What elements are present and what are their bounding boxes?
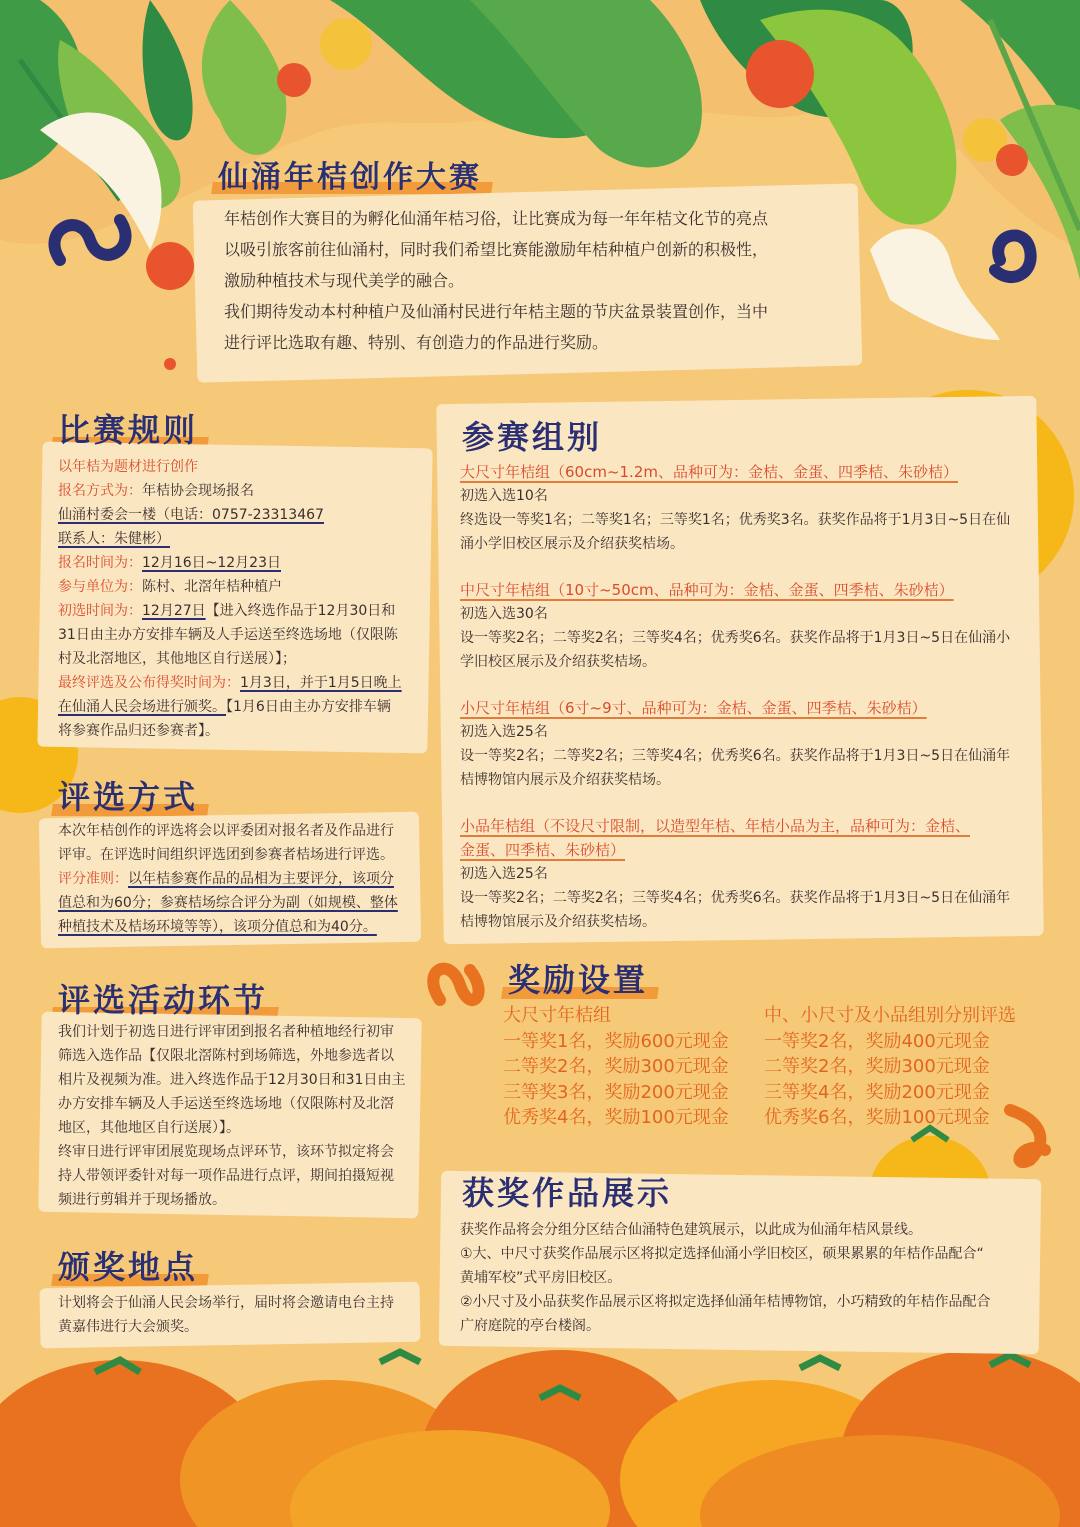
group-item-large: 大尺寸年桔组（60cm~1.2m、品种可为：金桔、金蛋、四季桔、朱砂桔） 初选入选10名 终选设一等奖1名；二等奖1名；三等奖1名；优秀奖3名。获奖作品将于1月3日~5日在仙 涌小学旧校区展示及介绍获奖桔场。 [460,463,1011,552]
group-item-medium: 中尺寸年桔组（10寸~50cm、品种可为：金桔、金蛋、四季桔、朱砂桔） 初选入选30名 设一等奖2名；二等奖2名；三等奖4名；优秀奖6名。获奖作品将于1月3日~5日在仙涌小 学旧校区展示及介绍获奖桔场。 [460,581,1011,670]
intro-text: 年桔创作大赛目的为孵化仙涌年桔习俗，让比赛成为每一年年桔文化节的亮点 以吸引旅客前往仙涌村，同时我们希望比赛能激励年桔种植户创新的积极性， 激励种植技术与现代美学的融合。 我们期待发动本村种植户及仙涌村民进行年桔主题的节庆盆景装置创作，当中 进行评比选取有趣、特别、有创造力的作品进行奖励。 [224,209,769,352]
display-title: 获奖作品展示 [462,1168,672,1214]
rules-title: 比赛规则 [58,405,198,451]
venue-title: 颁奖地点 [58,1242,198,1288]
main-title: 仙涌年桔创作大赛 [218,152,482,196]
groups-title: 参赛组别 [462,412,602,458]
awards-large-group: 大尺寸年桔组 一等奖1名，奖励600元现金 二等奖2名，奖励300元现金 三等奖3名，奖励200元现金 优秀奖4名，奖励100元现金 [503,1005,729,1128]
group-item-small: 小尺寸年桔组（6寸~9寸、品种可为：金桔、金蛋、四季桔、朱砂桔） 初选入选25名 设一等奖2名；二等奖2名；三等奖4名；优秀奖6名。获奖作品将于1月3日~5日在仙涌年 桔博物馆内展示及介绍获奖桔场。 [460,699,1011,788]
display-body: 获奖作品将会分组分区结合仙涌特色建筑展示，以此成为仙涌年桔风景线。 ①大、中尺寸获奖作品展示区将拟定选择仙涌小学旧校区，硕果累累的年桔作品配合“ 黄埔军校”式平房旧校区。 ②小尺寸及小品获奖作品展示区将拟定选择仙涌年桔博物馆，小巧精致的年桔作品配合 广府庭院的亭台楼阁。 [460,1222,991,1334]
venue-body: 计划将会于仙涌人民会场举行，届时将会邀请电台主持 黄嘉伟进行大会颁奖。 [58,1295,394,1335]
evaluation-body: 本次年桔创作的评选将会以评委团对报名者及作品进行 评审。在评选时间组织评选团到参赛者桔场进行评选。 评分准则：以年桔参赛作品的品相为主要评分，该项分 值总和为60分；参赛桔场综合评分为副（如规模、整体 种植技术及桔场环境等等），该项分值总和为40分。 [58,823,398,935]
rules-body: 以年桔为题材进行创作 报名方式为：年桔协会现场报名 仙涌村委会一楼（电话：0757-23313467 联系人：朱健彬） 报名时间为：12月16日~12月23日 参与单位为：陈村、北滘年桔种植户 初选时间为：12月27日【进入终选作品于12月30日和 31日由主办方安排车辆及人手运送至终选场地（仅限陈 村及北滘地区，其他地区自行送展）】； 最终评选及公布得奖时间为：1月3日，并于1月5日晚上 在仙涌人民会场进行颁奖。【1月6日由主办方安排车辆 将参赛作品归还参赛者】。 [58,459,402,739]
activity-title: 评选活动环节 [58,975,268,1021]
activity-body: 我们计划于初选日进行评审团到报名者种植地经行初审 筛选入选作品【仅限北滘陈村到场筛选，外地参选者以 相片及视频为准。进入终选作品于12月30日和31日由主 办方安排车辆及人手运送至终选场地（仅限陈村及北滘 地区，其他地区自行送展）】。 终审日进行评审团展览现场点评环节，该环节拟定将会 持人带领评委针对每一项作品进行点评，期间拍摄短视 频进行剪辑并于现场播放。 [58,1024,406,1208]
awards-other-groups: 中、小尺寸及小品组别分别评选 一等奖2名，奖励400元现金 二等奖2名，奖励300元现金 三等奖4名，奖励200元现金 优秀奖6名，奖励100元现金 [764,1005,1016,1128]
evaluation-title: 评选方式 [58,772,198,818]
awards-title: 奖励设置 [508,955,648,1001]
group-item-miniature: 小品年桔组（不设尺寸限制，以造型年桔、年桔小品为主，品种可为：金桔、 金蛋、四季桔、朱砂桔） 初选入选25名 设一等奖2名；二等奖2名；三等奖4名；优秀奖6名。获奖作品将于1月3日~5日在仙涌年 桔博物馆展示及介绍获奖桔场。 [460,817,1011,930]
